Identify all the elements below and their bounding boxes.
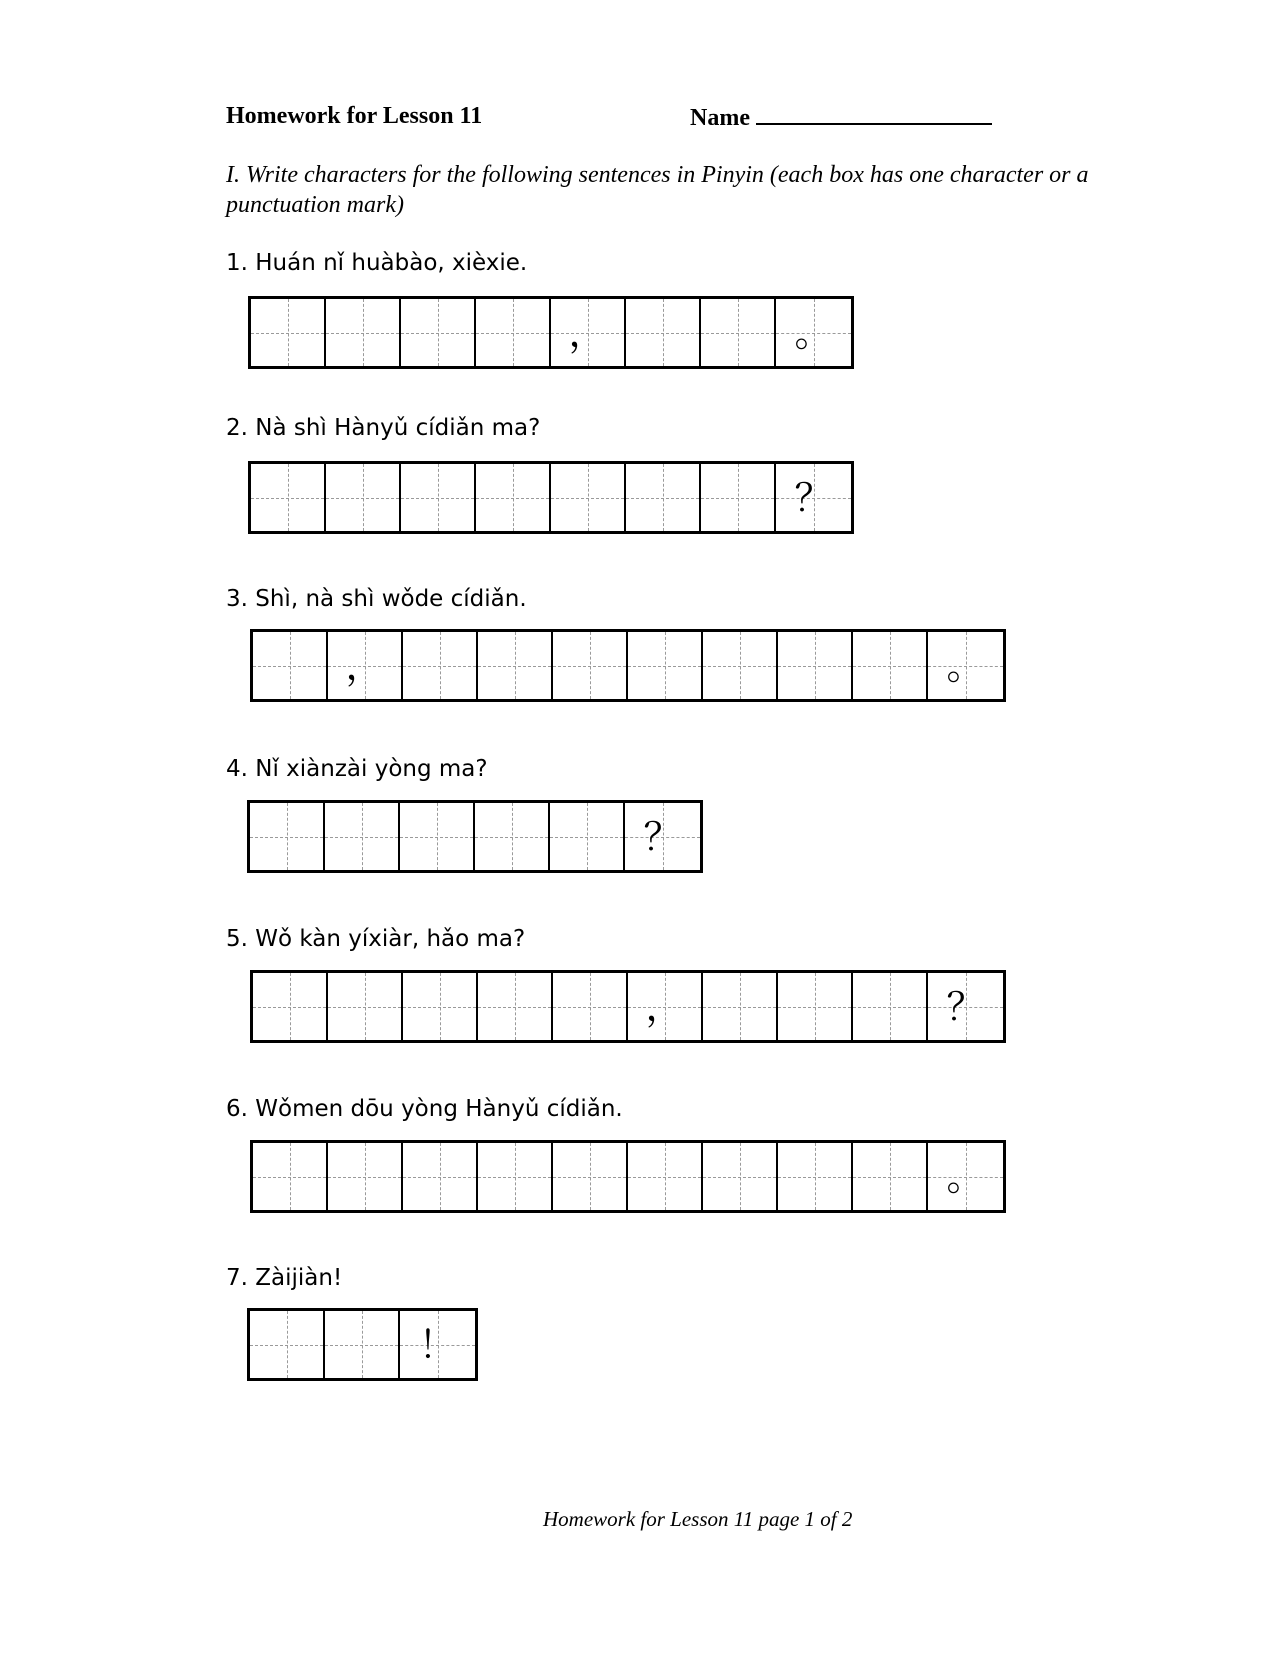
name-blank-line[interactable] <box>756 103 992 125</box>
writing-box[interactable] <box>778 973 853 1040</box>
writing-box[interactable] <box>928 632 1003 699</box>
writing-box[interactable] <box>401 299 476 366</box>
question-4-writing-grid <box>247 800 703 873</box>
writing-box[interactable] <box>400 803 475 870</box>
writing-box[interactable] <box>928 1143 1003 1210</box>
writing-box[interactable] <box>928 973 1003 1040</box>
writing-box[interactable] <box>326 299 401 366</box>
question-7-writing-grid <box>247 1308 478 1381</box>
writing-box[interactable] <box>328 1143 403 1210</box>
writing-box[interactable] <box>250 1311 325 1378</box>
punctuation-mark: ， <box>345 643 384 688</box>
writing-box[interactable] <box>325 1311 400 1378</box>
name-field <box>690 103 992 132</box>
question-6-writing-grid <box>250 1140 1006 1213</box>
writing-box[interactable] <box>251 299 326 366</box>
question-1-writing-grid <box>248 296 854 369</box>
writing-box[interactable] <box>400 1311 475 1378</box>
question-2-writing-grid <box>248 461 854 534</box>
writing-box[interactable] <box>628 1143 703 1210</box>
page-footer: Homework for Lesson 11 page 1 of 2 <box>543 1507 853 1531</box>
writing-box[interactable] <box>251 464 326 531</box>
writing-box[interactable] <box>476 299 551 366</box>
punctuation-mark: 。 <box>946 643 985 688</box>
writing-box[interactable] <box>253 973 328 1040</box>
writing-box[interactable] <box>476 464 551 531</box>
punctuation-mark: ？ <box>794 475 833 520</box>
question-7-text: 7. Zàijiàn! <box>226 1265 343 1291</box>
writing-box[interactable] <box>478 632 553 699</box>
question-3-writing-grid <box>250 629 1006 702</box>
writing-box[interactable] <box>403 973 478 1040</box>
writing-box[interactable] <box>701 299 776 366</box>
writing-box[interactable] <box>328 632 403 699</box>
page-title: Homework for Lesson 11 <box>226 103 483 129</box>
writing-box[interactable] <box>326 464 401 531</box>
writing-box[interactable] <box>553 632 628 699</box>
writing-box[interactable] <box>551 299 626 366</box>
writing-box[interactable] <box>703 632 778 699</box>
question-1-text: 1. Huán nǐ huàbào, xièxie. <box>226 250 528 276</box>
question-4-text: 4. Nǐ xiànzài yòng ma? <box>226 756 488 782</box>
punctuation-mark: ， <box>645 984 684 1029</box>
writing-box[interactable] <box>776 464 851 531</box>
question-3-text: 3. Shì, nà shì wǒde cídiǎn. <box>226 586 527 612</box>
writing-box[interactable] <box>703 1143 778 1210</box>
writing-box[interactable] <box>478 1143 553 1210</box>
writing-box[interactable] <box>703 973 778 1040</box>
writing-box[interactable] <box>853 632 928 699</box>
instructions: I. Write characters for the following sentences in Pinyin (each box has one character or a punctuation mark) <box>226 162 1089 218</box>
writing-box[interactable] <box>776 299 851 366</box>
writing-box[interactable] <box>551 464 626 531</box>
writing-box[interactable] <box>625 803 700 870</box>
punctuation-mark: 。 <box>794 310 833 355</box>
writing-box[interactable] <box>328 973 403 1040</box>
writing-box[interactable] <box>778 632 853 699</box>
name-label: Name <box>690 105 750 131</box>
writing-box[interactable] <box>553 973 628 1040</box>
writing-box[interactable] <box>325 803 400 870</box>
writing-box[interactable] <box>401 464 476 531</box>
writing-box[interactable] <box>253 632 328 699</box>
writing-box[interactable] <box>628 632 703 699</box>
punctuation-mark: 。 <box>946 1154 985 1199</box>
punctuation-mark: ！ <box>418 1322 457 1367</box>
writing-box[interactable] <box>403 632 478 699</box>
writing-box[interactable] <box>628 973 703 1040</box>
punctuation-mark: ？ <box>946 984 985 1029</box>
writing-box[interactable] <box>853 1143 928 1210</box>
question-2-text: 2. Nà shì Hànyǔ cídiǎn ma? <box>226 415 541 441</box>
writing-box[interactable] <box>250 803 325 870</box>
writing-box[interactable] <box>626 299 701 366</box>
writing-box[interactable] <box>475 803 550 870</box>
punctuation-mark: ， <box>568 310 607 355</box>
question-5-writing-grid <box>250 970 1006 1043</box>
writing-box[interactable] <box>778 1143 853 1210</box>
writing-box[interactable] <box>853 973 928 1040</box>
question-5-text: 5. Wǒ kàn yíxiàr, hǎo ma? <box>226 926 526 952</box>
writing-box[interactable] <box>553 1143 628 1210</box>
writing-box[interactable] <box>550 803 625 870</box>
question-6-text: 6. Wǒmen dōu yòng Hànyǔ cídiǎn. <box>226 1096 623 1122</box>
writing-box[interactable] <box>478 973 553 1040</box>
punctuation-mark: ？ <box>643 814 682 859</box>
writing-box[interactable] <box>701 464 776 531</box>
writing-box[interactable] <box>253 1143 328 1210</box>
writing-box[interactable] <box>403 1143 478 1210</box>
writing-box[interactable] <box>626 464 701 531</box>
